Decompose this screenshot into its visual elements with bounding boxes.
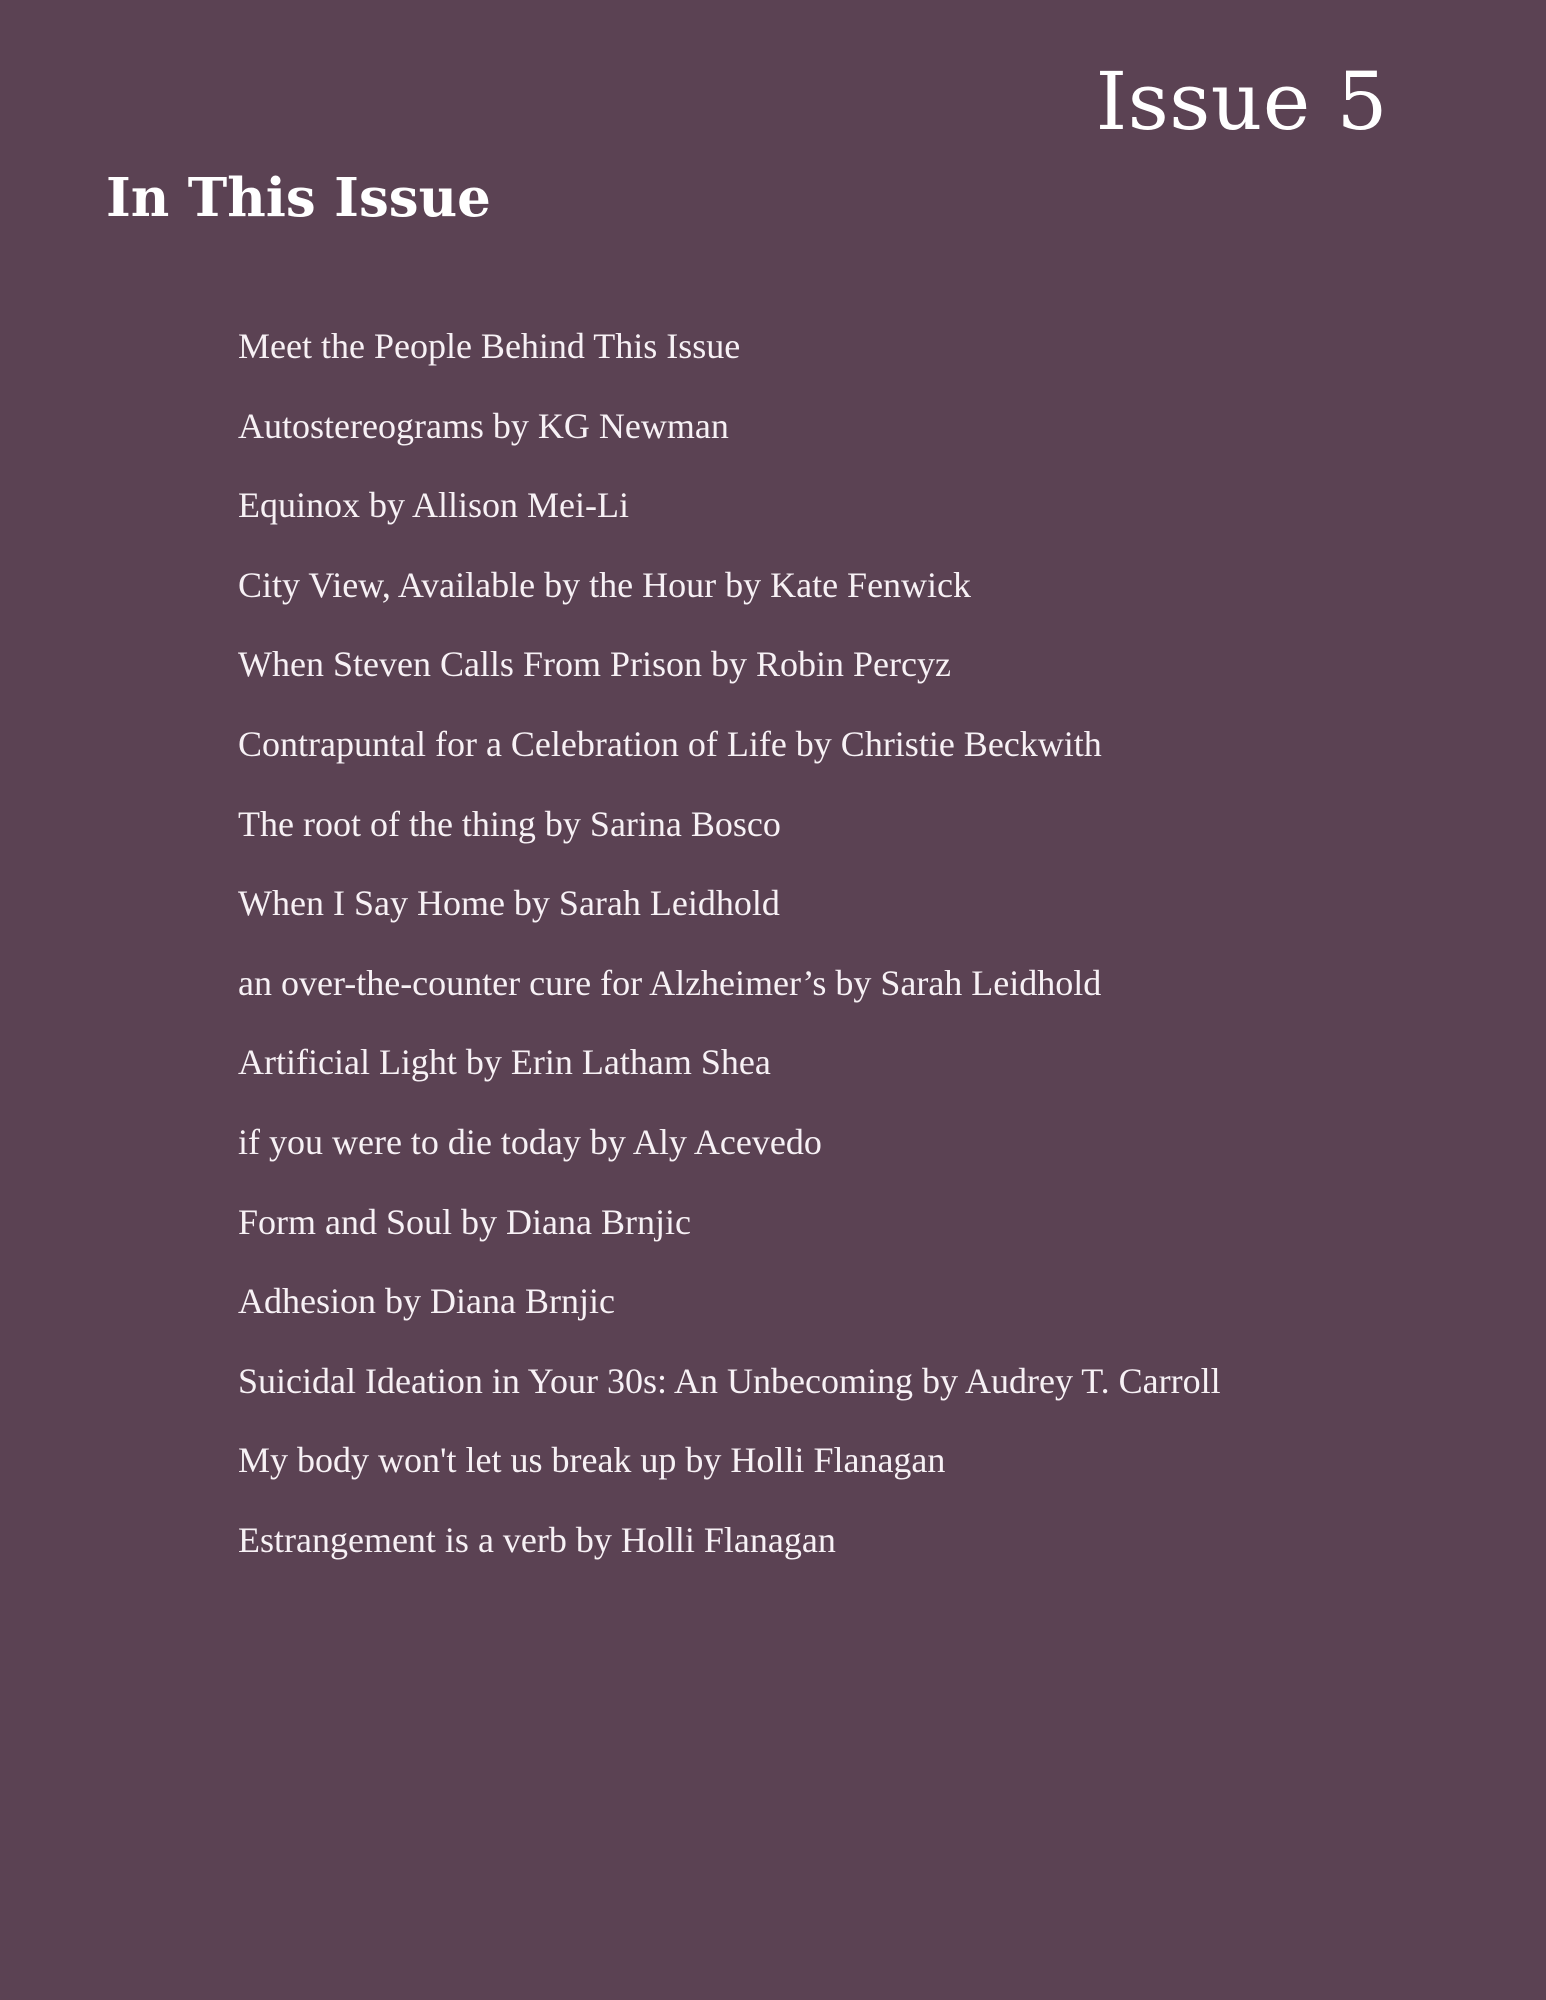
contents-list bbox=[238, 325, 1478, 1599]
contents-item bbox=[238, 564, 1478, 644]
contents-item bbox=[238, 1519, 1478, 1599]
contents-item bbox=[238, 723, 1478, 803]
contents-link[interactable]: When Steven Calls From Prison by Robin Percyz bbox=[238, 644, 951, 685]
contents-item bbox=[238, 325, 1478, 405]
contents-link[interactable]: Meet the People Behind This Issue bbox=[238, 326, 741, 366]
contents-item bbox=[238, 1041, 1478, 1121]
contents-item bbox=[238, 1121, 1478, 1201]
contents-item bbox=[238, 803, 1478, 883]
contents-link[interactable]: The root of the thing by Sarina Bosco bbox=[238, 803, 781, 844]
contents-link[interactable]: Form and Soul by Diana Brnjic bbox=[238, 1201, 691, 1242]
contents-link[interactable]: When I Say Home by Sarah Leidhold bbox=[238, 883, 780, 924]
contents-link[interactable]: Adhesion by Diana Brnjic bbox=[238, 1281, 615, 1322]
contents-item bbox=[238, 643, 1478, 723]
contents-link[interactable]: City View, Available by the Hour by Kate Fenwick bbox=[238, 564, 972, 605]
contents-item bbox=[238, 484, 1478, 564]
contents-link[interactable]: Suicidal Ideation in Your 30s: An Unbecoming by Audrey T. Carroll bbox=[238, 1360, 1221, 1401]
contents-link[interactable]: Autostereograms by KG Newman bbox=[238, 405, 729, 446]
contents-item bbox=[238, 1360, 1478, 1440]
contents-item bbox=[238, 962, 1478, 1042]
contents-link[interactable]: an over-the-counter cure for Alzheimer’s by Sarah Leidhold bbox=[238, 962, 1102, 1003]
contents-item bbox=[238, 405, 1478, 485]
contents-item bbox=[238, 882, 1478, 962]
contents-link[interactable]: My body won't let us break up by Holli Flanagan bbox=[238, 1440, 946, 1481]
contents-item bbox=[238, 1280, 1478, 1360]
issue-title: Issue 5 bbox=[1095, 55, 1388, 148]
contents-item bbox=[238, 1439, 1478, 1519]
contents-link[interactable]: Equinox by Allison Mei-Li bbox=[238, 485, 629, 526]
contents-link[interactable]: Artificial Light by Erin Latham Shea bbox=[238, 1042, 771, 1083]
section-heading: In This Issue bbox=[106, 167, 491, 229]
contents-link[interactable]: Contrapuntal for a Celebration of Life by Christie Beckwith bbox=[238, 723, 1102, 764]
contents-link[interactable]: if you were to die today by Aly Acevedo bbox=[238, 1121, 822, 1162]
contents-item bbox=[238, 1201, 1478, 1281]
contents-link[interactable]: Estrangement is a verb by Holli Flanagan bbox=[238, 1519, 836, 1560]
